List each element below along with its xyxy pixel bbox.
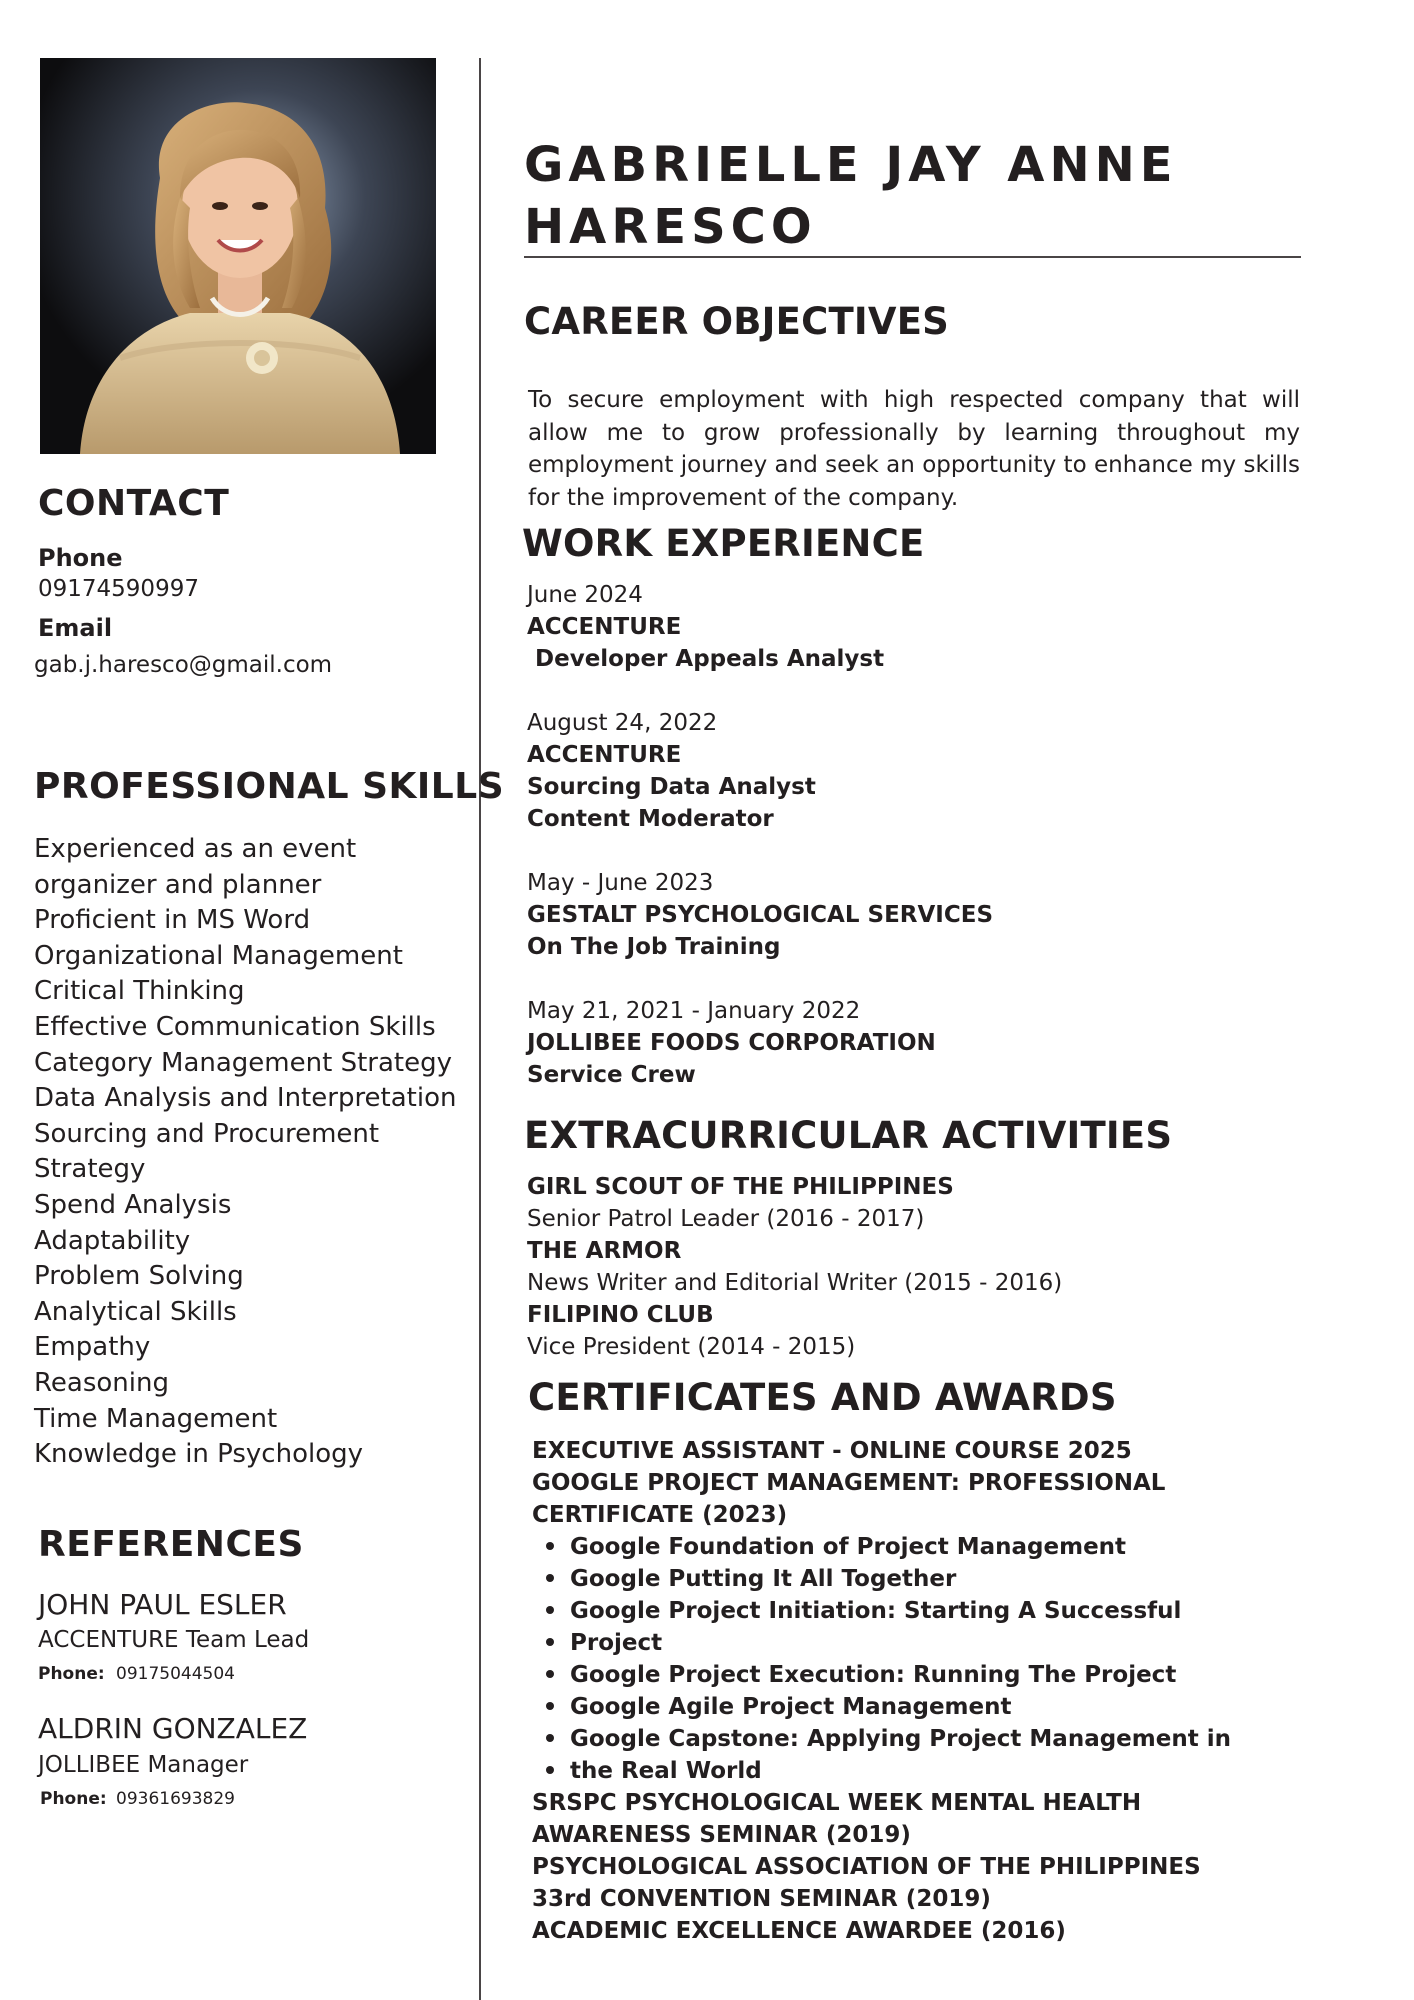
skill-line: Sourcing and Procurement xyxy=(34,1118,380,1149)
bullet-icon xyxy=(546,1542,554,1550)
skill-line: Spend Analysis xyxy=(34,1189,232,1220)
activity-role: Senior Patrol Leader (2016 - 2017) xyxy=(527,1206,925,1232)
cert-line: CERTIFICATE (2023) xyxy=(532,1502,788,1528)
job-role: Developer Appeals Analyst xyxy=(527,646,885,672)
reference-phone: 09175044504 xyxy=(116,1664,235,1684)
skill-line: Data Analysis and Interpretation xyxy=(34,1083,457,1114)
extracurricular-heading: EXTRACURRICULAR ACTIVITIES xyxy=(524,1114,1173,1157)
reference-phone-label: Phone: xyxy=(40,1789,107,1809)
bullet-icon xyxy=(546,1670,554,1678)
cert-bullet xyxy=(546,1662,1176,1688)
certs-heading: CERTIFICATES AND AWARDS xyxy=(528,1376,1117,1419)
cert-line: EXECUTIVE ASSISTANT - ONLINE COURSE 2025 xyxy=(532,1438,1132,1464)
job-company: ACCENTURE xyxy=(527,742,682,768)
skill-line: organizer and planner xyxy=(34,869,322,900)
portrait-photo-icon xyxy=(40,58,436,454)
reference-role: ACCENTURE Team Lead xyxy=(38,1627,310,1653)
objective-heading: CAREER OBJECTIVES xyxy=(524,300,950,343)
phone-label: Phone xyxy=(38,544,123,572)
reference-name: JOHN PAUL ESLER xyxy=(38,1588,287,1621)
cert-bullet-text: Google Putting It All Together xyxy=(570,1566,957,1592)
activity-org: THE ARMOR xyxy=(527,1238,682,1264)
reference-phone-label: Phone: xyxy=(38,1664,105,1684)
cert-bullet xyxy=(546,1630,662,1656)
work-heading: WORK EXPERIENCE xyxy=(522,522,925,565)
reference-role: JOLLIBEE Manager xyxy=(38,1752,249,1778)
skill-line: Organizational Management xyxy=(34,940,403,971)
activity-org: GIRL SCOUT OF THE PHILIPPINES xyxy=(527,1174,954,1200)
skills-heading: PROFESSIONAL SKILLS xyxy=(34,766,505,807)
skill-line: Analytical Skills xyxy=(34,1296,237,1327)
bullet-icon xyxy=(546,1574,554,1582)
job-date: May 21, 2021 - January 2022 xyxy=(527,998,861,1024)
skill-line: Proficient in MS Word xyxy=(34,905,311,936)
skill-line: Knowledge in Psychology xyxy=(34,1439,364,1470)
name-title xyxy=(524,134,1178,258)
cert-bullet-text: Google Foundation of Project Management xyxy=(570,1534,1127,1560)
objective-text: To secure employment with high respected company that will allow me to grow professionally by learning throughout my employment journey and seek an opportunity to enhance my skills for the improvement of the company. xyxy=(528,387,1300,511)
job-date: August 24, 2022 xyxy=(527,710,718,736)
column-divider xyxy=(479,58,481,2000)
email-label: Email xyxy=(38,614,113,642)
job-company: JOLLIBEE FOODS CORPORATION xyxy=(527,1030,936,1056)
cert-line: PSYCHOLOGICAL ASSOCIATION OF THE PHILIPPINES xyxy=(532,1854,1201,1880)
cert-bullet-text: Project xyxy=(570,1630,663,1656)
skill-line: Reasoning xyxy=(34,1367,169,1398)
cert-line: 33rd CONVENTION SEMINAR (2019) xyxy=(532,1886,991,1912)
cert-bullet xyxy=(546,1598,1181,1624)
skill-line: Strategy xyxy=(34,1154,146,1185)
cert-bullet xyxy=(546,1694,1012,1720)
job-company: ACCENTURE xyxy=(527,614,682,640)
phone-value: 09174590997 xyxy=(38,576,199,602)
skill-line: Empathy xyxy=(34,1332,151,1363)
cert-bullet xyxy=(546,1534,1126,1560)
bullet-icon xyxy=(546,1606,554,1614)
cert-line: AWARENESS SEMINAR (2019) xyxy=(532,1822,911,1848)
skill-line: Effective Communication Skills xyxy=(34,1011,436,1042)
name-line-2: HARESCO xyxy=(524,199,817,255)
bullet-icon xyxy=(546,1734,554,1742)
cert-bullet-text: the Real World xyxy=(570,1758,762,1784)
cert-bullet-text: Google Agile Project Management xyxy=(570,1694,1012,1720)
skill-line: Time Management xyxy=(34,1403,278,1434)
cert-bullet-text: Google Capstone: Applying Project Management in xyxy=(570,1726,1231,1752)
activity-org: FILIPINO CLUB xyxy=(527,1302,714,1328)
skill-line: Problem Solving xyxy=(34,1261,244,1292)
cert-bullet xyxy=(546,1758,762,1784)
profile-photo xyxy=(40,58,436,454)
job-role: Content Moderator xyxy=(527,806,774,832)
job-role: Sourcing Data Analyst xyxy=(527,774,816,800)
job-date: May - June 2023 xyxy=(527,870,714,896)
reference-name: ALDRIN GONZALEZ xyxy=(38,1712,308,1745)
bullet-icon xyxy=(546,1638,554,1646)
job-company: GESTALT PSYCHOLOGICAL SERVICES xyxy=(527,902,994,928)
cert-line: ACADEMIC EXCELLENCE AWARDEE (2016) xyxy=(532,1918,1066,1944)
cert-bullet xyxy=(546,1726,1231,1752)
reference-phone: 09361693829 xyxy=(116,1789,235,1809)
job-date: June 2024 xyxy=(527,582,643,608)
skills-list xyxy=(34,832,464,1473)
skill-line: Adaptability xyxy=(34,1225,191,1256)
activity-role: Vice President (2014 - 2015) xyxy=(527,1334,856,1360)
cert-bullet xyxy=(546,1566,956,1592)
activity-role: News Writer and Editorial Writer (2015 - 2016) xyxy=(527,1270,1063,1296)
name-line-1: GABRIELLE JAY ANNE xyxy=(524,137,1178,193)
skill-line: Experienced as an event xyxy=(34,834,357,864)
bullet-icon xyxy=(546,1766,554,1774)
email-value: gab.j.haresco@gmail.com xyxy=(34,652,333,678)
references-heading: REFERENCES xyxy=(38,1524,304,1565)
cert-line: SRSPC PSYCHOLOGICAL WEEK MENTAL HEALTH xyxy=(532,1790,1142,1816)
bullet-icon xyxy=(546,1702,554,1710)
skill-line: Category Management Strategy xyxy=(34,1047,452,1078)
cert-bullet-text: Google Project Initiation: Starting A Successful xyxy=(570,1598,1182,1624)
contact-heading: CONTACT xyxy=(38,483,230,524)
skill-line: Critical Thinking xyxy=(34,976,245,1007)
cert-bullet-text: Google Project Execution: Running The Project xyxy=(570,1662,1177,1688)
cert-line: GOOGLE PROJECT MANAGEMENT: PROFESSIONAL xyxy=(532,1470,1166,1496)
job-role: Service Crew xyxy=(527,1062,696,1088)
job-role: On The Job Training xyxy=(527,934,781,960)
